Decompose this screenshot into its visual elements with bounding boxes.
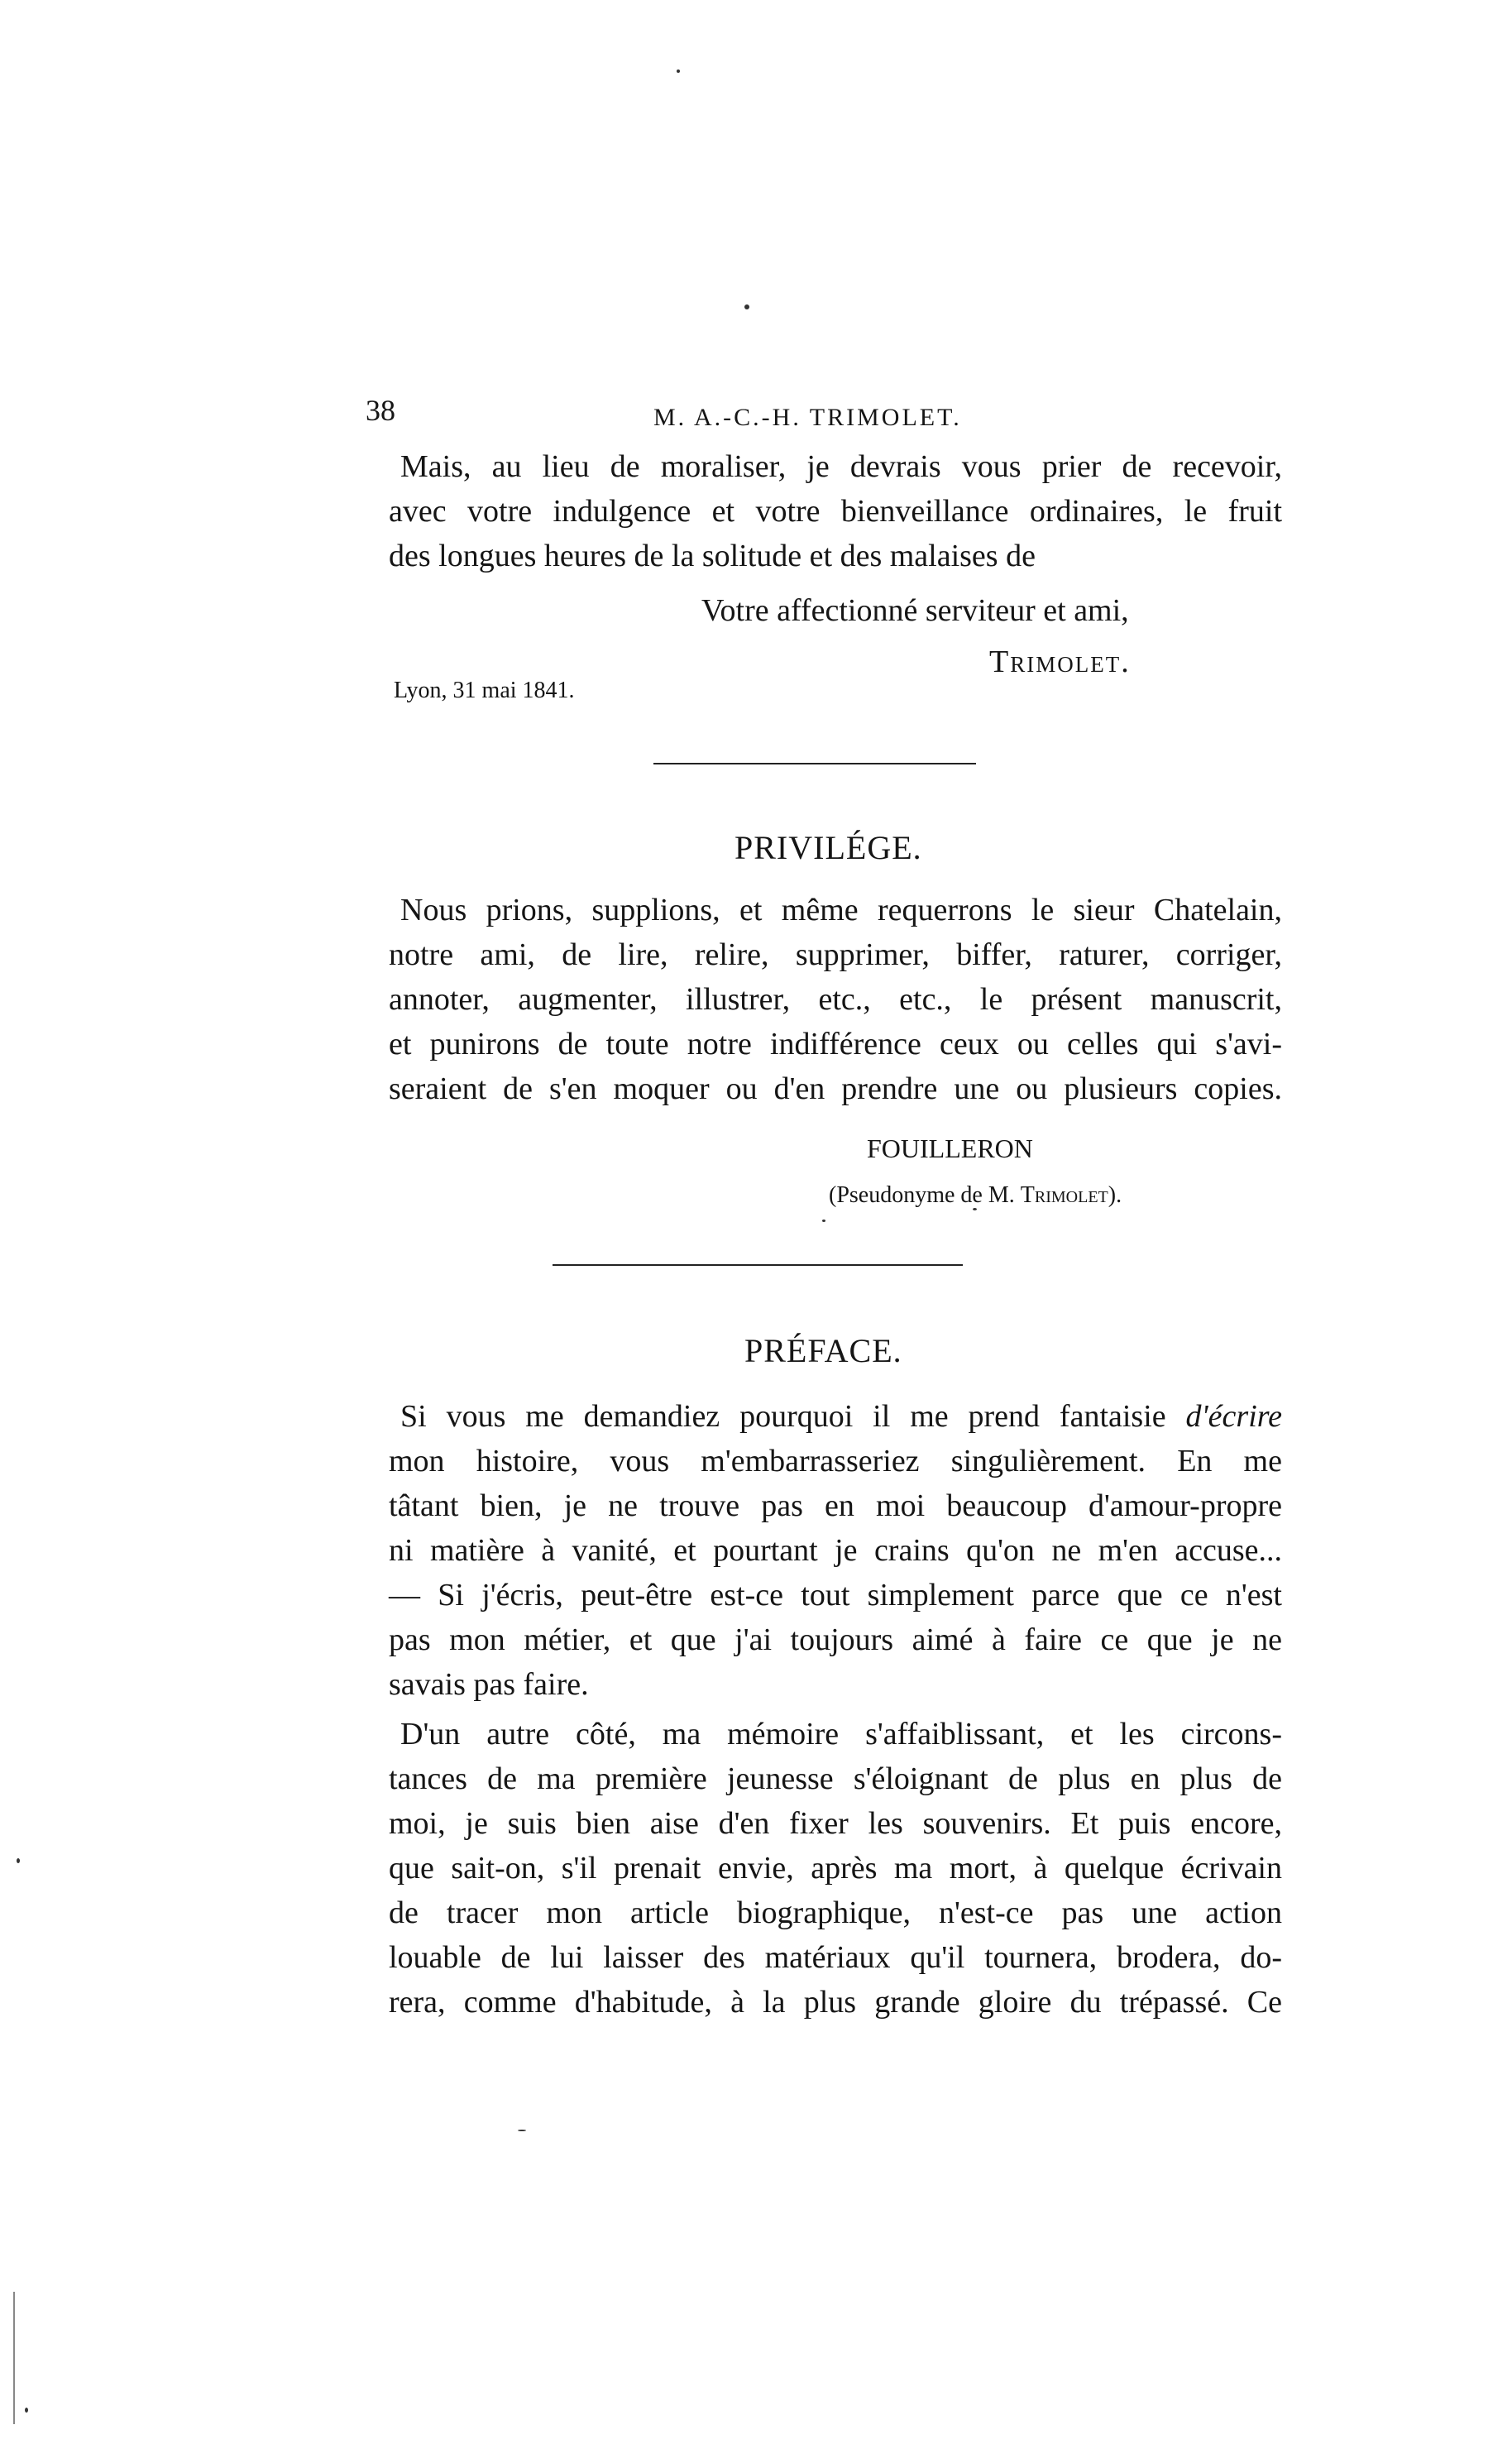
text-line: tâtant bien, je ne trouve pas en moi beaucoup d'amour-propre (389, 1488, 1282, 1523)
italic-word: d'écrire (1185, 1399, 1282, 1434)
scan-speck (17, 1858, 20, 1863)
letter-signature: Trimolet. (989, 645, 1131, 679)
place-date: Lyon, 31 mai 1841. (394, 678, 575, 703)
scan-speck (13, 2292, 15, 2424)
scan-speck (744, 304, 749, 309)
text-line: tances de ma première jeunesse s'éloignant de plus en plus de (389, 1761, 1282, 1796)
pseudonym-note (829, 1173, 1122, 1217)
text-line: et punirons de toute notre indifférence ceux ou celles qui s'avi- (389, 1027, 1282, 1061)
running-title: M. A.-C.-H. TRIMOLET. (653, 404, 962, 431)
text-line: louable de lui laisser des matériaux qu'il tournera, brodera, do- (389, 1940, 1282, 1975)
scan-speck (677, 69, 680, 73)
text-line: seraient de s'en moquer ou d'en prendre une ou plusieurs copies. (389, 1071, 1282, 1106)
scan-speck (25, 2408, 28, 2413)
pseudonym-name: Trimolet (1020, 1182, 1108, 1208)
preface-heading: PRÉFACE. (744, 1332, 902, 1369)
text-line: notre ami, de lire, relire, supprimer, biffer, raturer, corriger, (389, 937, 1282, 972)
privilege-heading: PRIVILÉGE. (734, 829, 922, 866)
privilege-signature: FOUILLERON (867, 1133, 1033, 1163)
text-line: ni matière à vanité, et pourtant je crains qu'on ne m'en accuse... (389, 1533, 1282, 1568)
page-number: 38 (366, 394, 395, 427)
letter-closing: Votre affectionné serviteur et ami, (701, 593, 1129, 628)
pseudonym-suffix: ). (1108, 1182, 1122, 1208)
text-line: des longues heures de la solitude et des malaises de (389, 539, 1036, 573)
text-line: annoter, augmenter, illustrer, etc., etc., le présent manuscrit, (389, 982, 1282, 1017)
text-line: Mais, au lieu de moraliser, je devrais vous prier de recevoir, (400, 449, 1282, 484)
text-line: D'un autre côté, ma mémoire s'affaiblissant, et les circons- (400, 1717, 1282, 1752)
text-line: rera, comme d'habitude, à la plus grande gloire du trépassé. Ce (389, 1985, 1282, 2020)
scan-speck (822, 1220, 825, 1222)
text-line: moi, je suis bien aise d'en fixer les souvenirs. Et puis encore, (389, 1806, 1282, 1841)
text-line: que sait-on, s'il prenait envie, après ma mort, à quelque écrivain (389, 1851, 1282, 1886)
text-line: mon histoire, vous m'embarrasseriez singulièrement. En me (389, 1444, 1282, 1478)
text-line (400, 1395, 1282, 1439)
pseudonym-prefix: (Pseudonyme de M. (829, 1182, 1021, 1208)
text-line: savais pas faire. (389, 1667, 589, 1702)
text-line: de tracer mon article biographique, n'est-ce pas une action (389, 1895, 1282, 1930)
text-run: Si vous me demandiez pourquoi il me prend fantaisie (400, 1399, 1186, 1434)
text-line: avec votre indulgence et votre bienveillance ordinaires, le fruit (389, 494, 1282, 529)
text-line: Nous prions, supplions, et même requerrons le sieur Chatelain, (400, 893, 1282, 927)
section-divider (553, 1264, 963, 1266)
text-line: pas mon métier, et que j'ai toujours aimé à faire ce que je ne (389, 1622, 1282, 1657)
section-divider (653, 763, 976, 764)
text-line: — Si j'écris, peut-être est-ce tout simplement parce que ce n'est (389, 1578, 1282, 1613)
scan-speck (973, 1208, 977, 1210)
scan-speck (518, 2130, 526, 2131)
